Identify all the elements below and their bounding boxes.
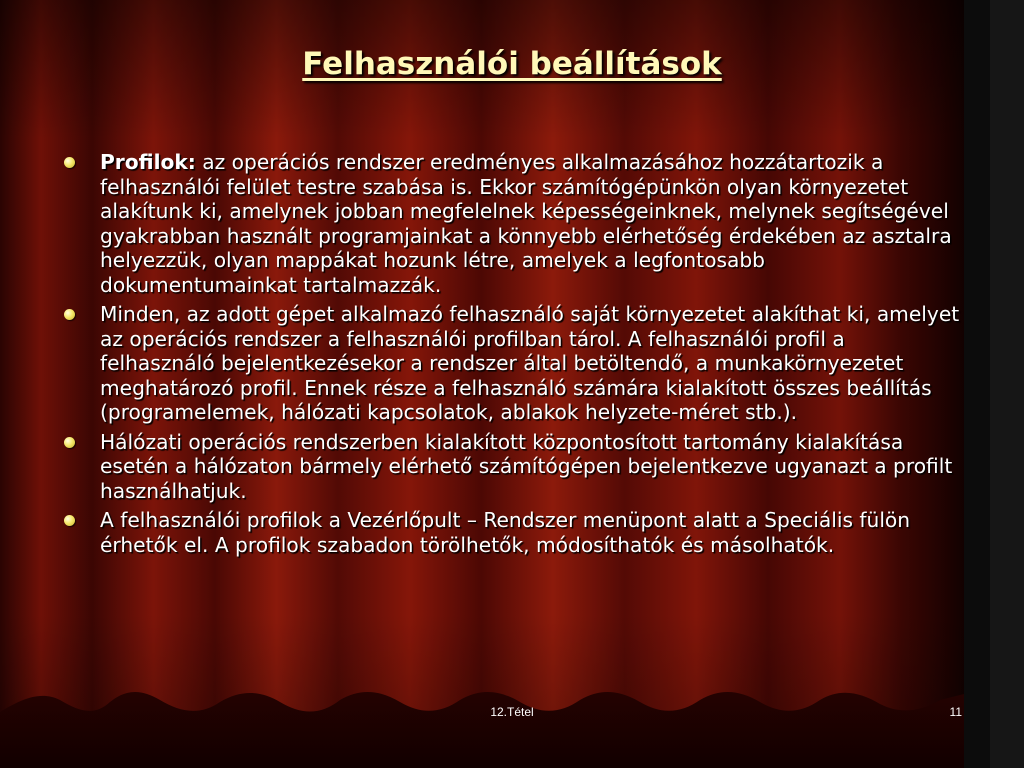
bullet-icon xyxy=(64,309,75,320)
bullet-text: Minden, az adott gépet alkalmazó felhasználó saját környezetet alakíthat ki, amelyet az operációs rendszer a felhasználói profilban tárol. A felhasználói profil a felhasználó bejelentkezésekor a rendszer által betöltendő, a munkakörnyezetet meghatározó profil. Ennek része a felhasználó számára kialakított összes beállítás (programelemek, hálózati kapcsolatok, ablakok helyzete-méret stb.). xyxy=(100,302,960,424)
bullet-text: az operációs rendszer eredményes alkalmazásához hozzátartozik a felhasználói felület testre szabása is. Ekkor számítógépünkön olyan környezetet alakítunk ki, amelynek jobban megfelelnek képességeinknek, melynek segítségével gyakrabban használt programjainkat a könnyebb elérhetőség érdekében az asztalra helyezzük, olyan mappákat hozunk létre, amelyek a legfontosabb dokumentumainkat tartalmazzák. xyxy=(100,150,952,297)
bullet-text: Hálózati operációs rendszerben kialakított központosított tartomány kialakítása esetén a hálózaton bármely elérhető számítógépen bejelentkezve ugyanazt a profilt használhatjuk. xyxy=(100,429,953,503)
bullet-lead: Profilok: xyxy=(100,150,196,174)
bullet-item-user-environment xyxy=(62,302,962,425)
bullet-icon xyxy=(64,437,75,448)
footer-label: 12.Tétel xyxy=(490,705,534,719)
bullet-icon xyxy=(64,157,75,168)
slide-title: Felhasználói beállítások xyxy=(302,46,722,82)
bullet-item-network-domain xyxy=(62,430,962,504)
bullet-item-control-panel xyxy=(62,508,962,557)
bullet-text: A felhasználói profilok a Vezérlőpult – Rendszer menüpont alatt a Speciális fülön érhetők el. A profilok szabadon törölhetők, módosíthatók és másolhatók. xyxy=(100,508,911,557)
bullet-icon xyxy=(64,515,75,526)
page-number: 11 xyxy=(949,705,962,719)
bullet-list xyxy=(62,150,962,562)
bullet-item-profiles xyxy=(62,150,962,297)
